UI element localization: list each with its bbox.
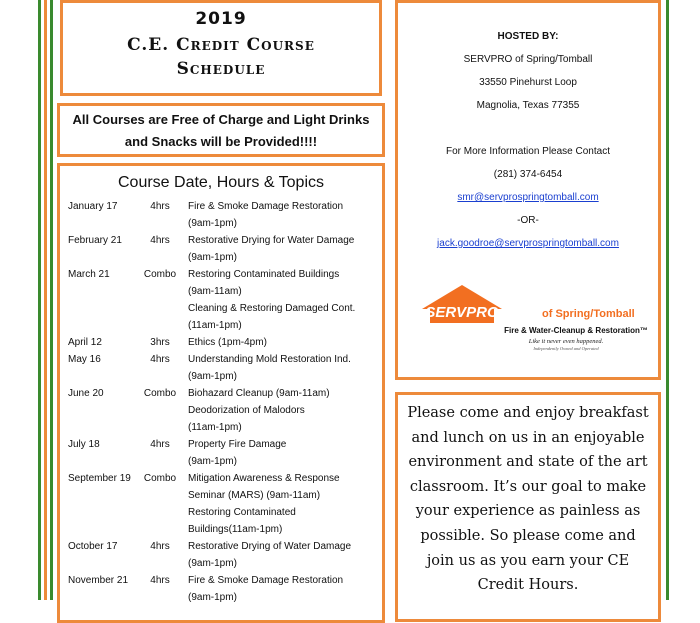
course-date: September 19 bbox=[68, 473, 131, 484]
course-hours: Combo bbox=[143, 269, 177, 280]
title-box bbox=[60, 0, 382, 96]
course-topic-line: Buildings(11am-1pm) bbox=[188, 524, 283, 535]
course-date: October 17 bbox=[68, 541, 118, 552]
course-topics bbox=[188, 232, 382, 266]
course-topics bbox=[188, 436, 382, 470]
course-hours: 4hrs bbox=[150, 575, 170, 586]
course-date: April 12 bbox=[68, 337, 102, 348]
schedule-row bbox=[60, 572, 382, 606]
course-hours: Combo bbox=[143, 388, 177, 399]
schedule-heading: Course Date, Hours & Topics bbox=[117, 174, 324, 191]
course-date: March 21 bbox=[68, 269, 110, 280]
servpro-logo bbox=[416, 283, 656, 353]
title-year: 2019 bbox=[195, 9, 247, 29]
course-topic-line: Restoring Contaminated bbox=[188, 507, 296, 518]
course-topic-line: Understanding Mold Restoration Ind. bbox=[188, 354, 351, 365]
or-separator: -OR- bbox=[517, 215, 539, 226]
course-date: January 17 bbox=[68, 201, 118, 212]
contact-label: For More Information Please Contact bbox=[446, 146, 610, 157]
course-hours: Combo bbox=[143, 473, 177, 484]
course-topic-line: Cleaning & Restoring Damaged Cont. bbox=[188, 303, 356, 314]
host-name: SERVPRO of Spring/Tomball bbox=[463, 54, 593, 65]
course-hours: 3hrs bbox=[150, 337, 170, 348]
course-topic-line: Fire & Smoke Damage Restoration bbox=[188, 201, 344, 212]
hosted-by-label: HOSTED BY: bbox=[497, 31, 559, 42]
course-date: June 20 bbox=[68, 388, 104, 399]
course-topic-line: Property Fire Damage bbox=[188, 439, 287, 450]
course-hours: 4hrs bbox=[150, 201, 170, 212]
course-topic-line: (9am-1pm) bbox=[188, 371, 237, 382]
course-date: November 21 bbox=[68, 575, 129, 586]
host-box bbox=[395, 0, 661, 380]
free-notice-line-1: All Courses are Free of Charge and Light Drinks bbox=[72, 112, 370, 127]
course-topics bbox=[188, 334, 382, 351]
course-topic-line: Restorative Drying of Water Damage bbox=[188, 541, 352, 552]
course-topic-line: (9am-1pm) bbox=[188, 592, 237, 603]
course-hours: 4hrs bbox=[150, 439, 170, 450]
course-topic-line: Ethics (1pm-4pm) bbox=[188, 337, 267, 348]
free-notice-box bbox=[57, 103, 385, 157]
course-date: May 16 bbox=[68, 354, 101, 365]
servpro-logo-graphic bbox=[416, 283, 656, 353]
course-date: July 18 bbox=[68, 439, 100, 450]
course-topic-line: Fire & Smoke Damage Restoration bbox=[188, 575, 344, 586]
invite-text: Please come and enjoy breakfast and lunch on us in an enjoyable environment and state of the art classroom. It’s our goal to make your experience as painless as possible. So please come and join us as you earn your CE Credit Hours. bbox=[407, 405, 649, 594]
left-orange-stripe bbox=[44, 0, 47, 600]
course-hours: 4hrs bbox=[150, 541, 170, 552]
course-topic-line: (11am-1pm) bbox=[188, 320, 242, 331]
email-link-1[interactable]: smr@servprospringtomball.com bbox=[457, 192, 599, 203]
course-topic-line: (9am-1pm) bbox=[188, 456, 237, 467]
course-topic-line: (11am-1pm) bbox=[188, 422, 242, 433]
schedule-row bbox=[60, 538, 382, 572]
host-street: 33550 Pinehurst Loop bbox=[479, 77, 577, 88]
contact-phone: (281) 374-6454 bbox=[493, 169, 563, 180]
course-topic-line: (9am-1pm) bbox=[188, 558, 237, 569]
course-date: February 21 bbox=[68, 235, 122, 246]
logo-tagline: Fire & Water-Cleanup & Restoration™ bbox=[504, 326, 648, 335]
course-topics bbox=[188, 198, 382, 232]
course-topic-line: Restorative Drying for Water Damage bbox=[188, 235, 355, 246]
course-topic-line: Deodorization of Malodors bbox=[188, 405, 305, 416]
schedule-box bbox=[57, 163, 385, 623]
title-line-1: C.E. Credit Course bbox=[127, 35, 315, 55]
free-notice-line-2: and Snacks will be Provided!!!! bbox=[124, 134, 318, 149]
logo-owned: Independently Owned and Operated bbox=[533, 346, 599, 351]
course-hours: 4hrs bbox=[150, 354, 170, 365]
course-topic-line: Biohazard Cleanup (9am-11am) bbox=[188, 388, 330, 399]
left-green-stripe-outer bbox=[38, 0, 41, 600]
logo-location: of Spring/Tomball bbox=[542, 308, 635, 320]
schedule-rows bbox=[60, 198, 382, 606]
right-green-stripe-inner bbox=[666, 0, 669, 600]
course-topics bbox=[188, 538, 382, 572]
schedule-row bbox=[60, 385, 382, 436]
course-topics bbox=[188, 470, 382, 538]
title-line-2: Schedule bbox=[176, 59, 266, 79]
email-link-2[interactable]: jack.goodroe@servprospringtomball.com bbox=[437, 238, 619, 249]
course-topics bbox=[188, 266, 382, 334]
schedule-row bbox=[60, 198, 382, 232]
course-topic-line: (9am-1pm) bbox=[188, 218, 237, 229]
course-topic-line: Seminar (MARS) (9am-11am) bbox=[188, 490, 321, 501]
course-topic-line: (9am-11am) bbox=[188, 286, 242, 297]
course-topics bbox=[188, 385, 382, 436]
host-city: Magnolia, Texas 77355 bbox=[476, 100, 580, 111]
course-topics bbox=[188, 351, 382, 385]
course-topics bbox=[188, 572, 382, 606]
logo-brand: SERVPRO bbox=[425, 304, 499, 321]
course-topic-line: (9am-1pm) bbox=[188, 252, 237, 263]
schedule-row bbox=[60, 232, 382, 266]
schedule-row bbox=[60, 266, 382, 334]
schedule-row bbox=[60, 334, 382, 351]
left-green-stripe-inner bbox=[50, 0, 53, 600]
course-topic-line: Restoring Contaminated Buildings bbox=[188, 269, 340, 280]
course-hours: 4hrs bbox=[150, 235, 170, 246]
schedule-row bbox=[60, 470, 382, 538]
course-topic-line: Mitigation Awareness & Response bbox=[188, 473, 340, 484]
logo-slogan: Like it never even happened. bbox=[528, 338, 604, 345]
schedule-row bbox=[60, 351, 382, 385]
invite-box bbox=[395, 392, 661, 622]
schedule-row bbox=[60, 436, 382, 470]
